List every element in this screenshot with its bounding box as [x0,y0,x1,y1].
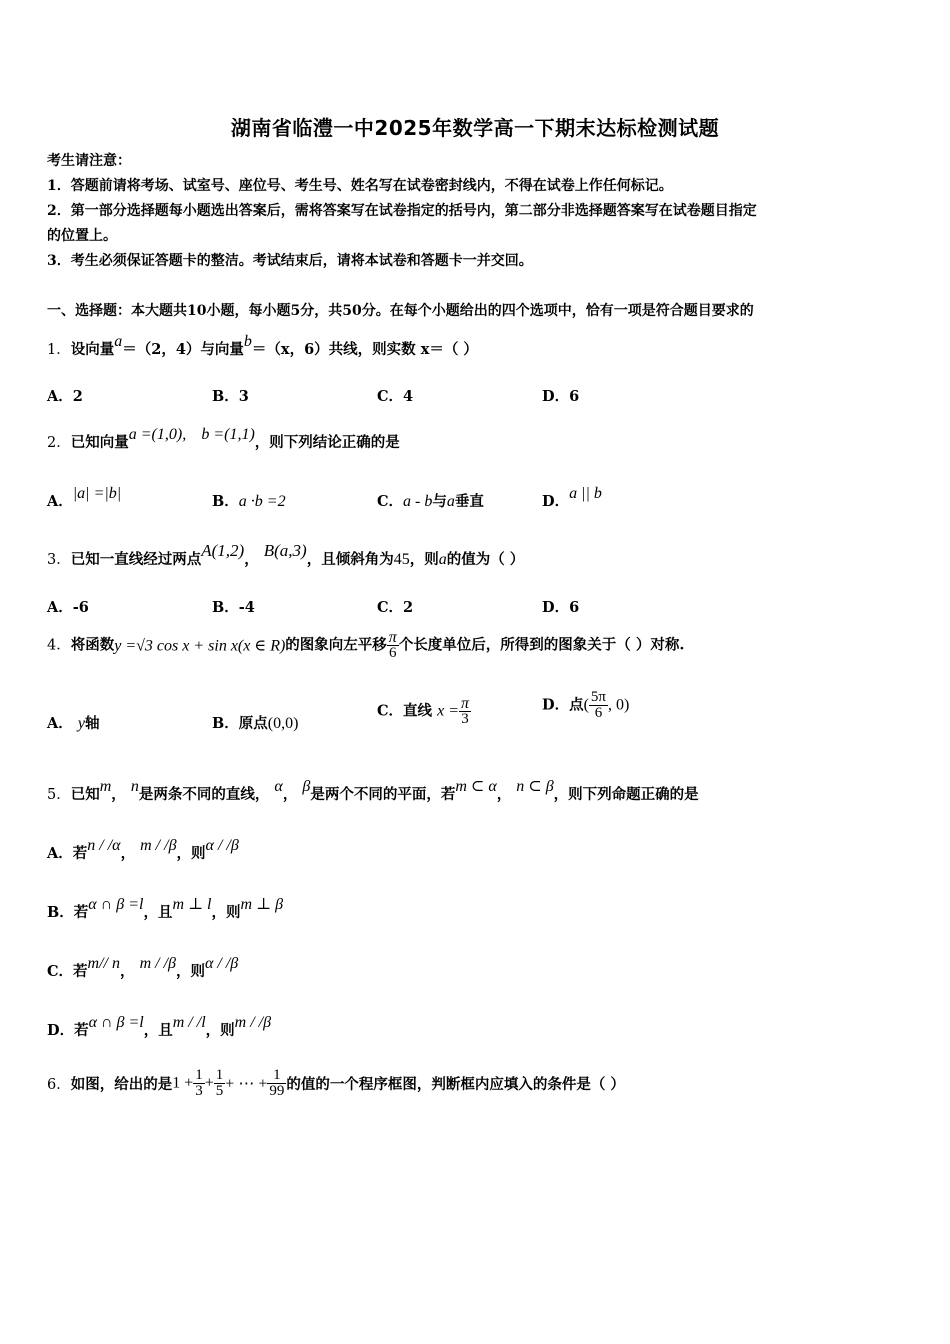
option-sep-2: ，则 [176,845,206,862]
notice-item-2-cont: 的位置上。 [47,228,117,244]
option-math-2: m / /β [139,955,176,972]
q3-text-2: ， [244,551,259,568]
question-3 [47,541,525,569]
q5-option-c [47,955,239,981]
option-math: |a| =|b| [72,485,122,502]
option-label: B．原点 [212,715,268,732]
option-math-1: α ∩ β =l [88,896,144,913]
option-label: D． [542,493,570,510]
option-math-2: m ⊥ l [172,896,212,913]
q2-option-a [47,485,122,511]
notice-item-3: 3．考生必须保证答题卡的整洁。考试结束后，请将本试卷和答题卡一并交回。 [47,253,533,269]
question-number: 1． [47,342,71,358]
option-label: A． [47,493,73,510]
option-math-open: ( [583,696,589,714]
option-label: C．直线 [377,702,433,720]
q1-text-1: 设向量 [70,341,115,358]
condition-2: n ⊂ β [516,778,554,795]
q2-option-d [542,485,602,511]
option-math-2: a [446,493,455,510]
q5-text-3: 是两条不同的直线， [138,786,270,803]
q4-text-2: 的图象向左平移 [285,636,387,654]
q2-option-b [212,490,286,511]
plane-beta: β [302,778,311,795]
series-start: 1 + [172,1074,194,1092]
option-math: y [77,715,85,732]
section-heading: 一、选择题：本大题共10小题，每小题5分，共50分。在每个小题给出的四个选项中，恰有一项是符合题目要求的 [47,303,754,319]
question-number: 5． [47,787,71,803]
option-math-3: m / /β [234,1014,272,1031]
q1-option-b: B．3 [212,388,249,405]
q1-option-a: A．2 [47,388,83,405]
fraction-pi-over-3: $\frac{\pi}{3}$ [461,695,470,727]
question-5 [47,778,699,804]
q3-option-d: D．6 [542,599,580,616]
option-label: C．若 [47,963,88,980]
q4-option-d [542,690,629,721]
option-text-2: 垂直 [454,493,484,510]
plane-alpha: α [274,778,283,795]
q2-text-1: 已知向量 [70,434,129,451]
question-number: 4． [47,637,71,654]
question-6 [47,1068,625,1099]
option-label: A．若 [47,845,88,862]
q4-text-3: 个长度单位后，所得到的图象关于（ ）对称. [398,636,685,654]
q3-text-5: 的值为（ ） [446,551,525,568]
q1-text-3: ＝（x，6）共线，则实数 x＝（ ） [251,341,478,358]
q5-text-2: ， [111,786,126,803]
question-4 [47,630,684,661]
option-math-close: , 0) [607,696,630,714]
q4-option-a [47,712,99,733]
option-math-1: m// n [87,955,120,972]
q3-option-a: A．-6 [47,599,89,616]
option-math: a ·b =2 [238,493,286,510]
option-sep-2: ，则 [205,1022,235,1039]
condition-1: m ⊂ α [455,778,497,795]
option-sep-2: ，则 [175,963,205,980]
q1-text-2: ＝（2，4）与向量 [122,341,244,358]
q3-option-b: B．-4 [212,599,255,616]
vector-a: a [114,333,123,350]
variable-a: a [438,551,447,568]
option-sep-2: ，则 [211,904,241,921]
fraction-5pi-over-6: $\frac{5\pi}{6}$ [590,689,606,721]
fraction-1-over-5: $\frac{1}{5}$ [215,1067,224,1099]
line-m: m [99,778,112,795]
option-label: C． [377,493,404,510]
q5-text-1: 已知 [70,786,100,803]
angle-45: 45 [393,551,410,568]
q3-text-4: ，则 [409,551,439,568]
q3-text-1: 已知一直线经过两点 [70,551,202,568]
option-sep-1: ， [120,963,135,980]
question-number: 3． [47,552,71,568]
option-math: a - b [403,493,433,510]
line-n: n [130,778,139,795]
option-text: 轴 [84,715,100,732]
option-sep-1: ，且 [143,904,173,921]
option-math-3: α / /β [205,837,239,854]
option-math-2: m / /β [140,837,177,854]
q5-text-6: ， [496,786,512,803]
q6-text-2: 的值的一个程序框图，判断框内应填入的条件是（ ） [286,1076,625,1093]
notice-item-1: 1．答题前请将考场、试室号、座位号、考生号、姓名写在试卷密封线内，不得在试卷上作任何标记。 [47,178,673,194]
option-sep-1: ， [120,845,136,862]
option-label: D．点 [542,696,584,714]
option-math: x = [437,702,460,720]
vector-b: b [243,333,252,350]
q5-text-7: ，则下列命题正确的是 [553,786,699,803]
option-math: (0,0) [267,715,299,732]
q2-vector-b-def: b =(1,1) [201,426,255,443]
point-b: B(a,3) [263,541,307,560]
q1-option-c: C．4 [377,388,414,405]
q2-vector-a-def: a =(1,0), [128,426,187,443]
option-math-1: α ∩ β =l [88,1014,144,1031]
option-sep-1: ，且 [143,1022,173,1039]
fraction-1-over-3: $\frac{1}{3}$ [195,1067,203,1099]
q1-option-d: D．6 [542,388,580,405]
option-label: A． [47,715,73,732]
q5-text-4: ， [282,786,298,803]
page-title: 湖南省临澧一中2025年数学高一下期末达标检测试题 [230,116,720,140]
q3-option-c: C．2 [377,599,414,616]
q2-text-2: ，则下列结论正确的是 [254,434,400,451]
option-math-3: α / /β [204,955,239,972]
notice-heading: 考生请注意： [47,153,131,169]
notice-item-2: 2．第一部分选择题每小题选出答案后，需将答案写在试卷指定的括号内，第二部分非选择题答案写在试卷题目指定 [47,203,757,219]
option-label: B． [212,493,239,510]
option-math: a || b [569,485,602,502]
q2-option-c [377,490,484,511]
q3-text-3: ，且倾斜角为 [306,551,394,568]
question-number: 2． [47,435,71,451]
q6-text-1: 如图，给出的是 [70,1076,173,1093]
q5-option-b [47,896,284,922]
option-math-1: n / /α [87,837,121,854]
plus-sign: + [204,1074,214,1092]
option-math-2: m / /l [172,1014,206,1031]
function-expression: y =√3 cos x + sin x(x ∈ R) [114,637,286,655]
ellipsis-sum: + ⋯ + [225,1075,268,1093]
option-label: D．若 [47,1022,89,1039]
question-number: 6． [47,1077,71,1093]
q5-text-5: 是两个不同的平面，若 [310,786,456,803]
question-2 [47,426,400,452]
option-text: 与 [432,493,447,510]
q5-option-d [47,1014,272,1040]
fraction-1-over-99: $\frac{1}{99}$ [269,1067,285,1099]
option-math-3: m ⊥ β [240,896,284,913]
option-label: B．若 [47,904,89,921]
q4-option-b [212,712,298,733]
q5-option-a [47,837,239,863]
q4-option-c [377,696,471,727]
point-a: A(1,2) [201,541,245,560]
question-1 [47,333,478,359]
fraction-pi-over-6: $\frac{\pi}{6}$ [388,629,397,661]
q4-text-1: 将函数 [70,636,115,654]
